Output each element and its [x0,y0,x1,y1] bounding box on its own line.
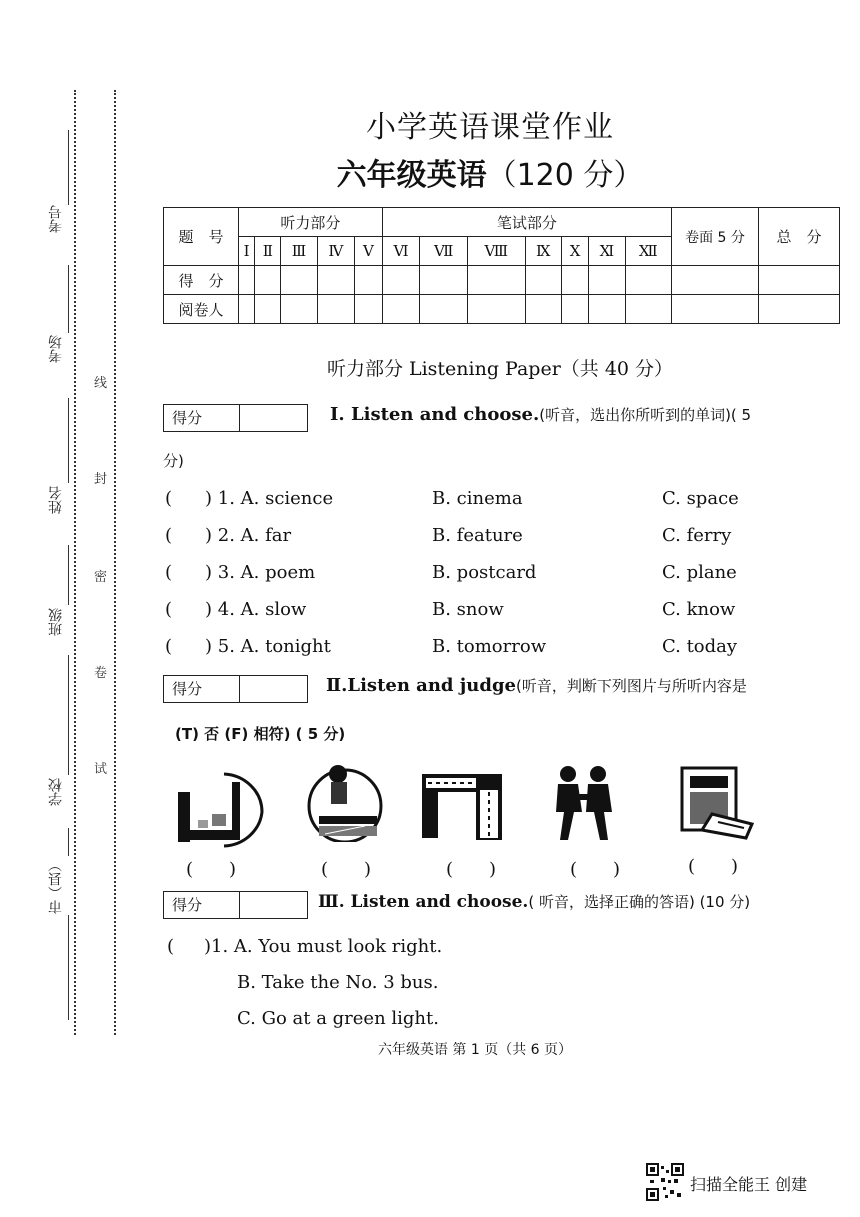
listening-group-header: 听力部分 [239,208,383,237]
grader-cell[interactable] [239,295,255,324]
q2-option-b: B. feature [432,525,523,546]
page-footer: 六年级英语 第 1 页（共 6 页） [377,1042,573,1058]
part3-q1-option-a: )1. A. You must look right. [204,936,443,957]
q3-option-b: B. postcard [432,562,537,583]
score-box-part3[interactable] [163,891,308,919]
score-cell[interactable] [255,266,281,295]
part2-title: Ⅱ.Listen and judge [326,675,517,696]
part3-q1-option-c: C. Go at a green light. [237,1008,439,1029]
q4-option-c: C. know [662,599,736,620]
q1-option-b: B. cinema [432,488,523,509]
q5-option-a: ) 5. A. tonight [205,636,331,657]
page-subtitle [0,150,860,194]
score-table [163,207,840,324]
judge-answer-5[interactable]: ( ) [688,856,739,877]
grader-cell[interactable] [420,295,468,324]
q4-option-a: ) 4. A. slow [205,599,307,620]
col-header: Ⅻ [625,237,671,266]
col-header: Ⅸ [525,237,561,266]
binding-dotted-line-inner [114,90,116,1035]
grader-cell[interactable] [382,295,420,324]
col-header: Ⅺ [589,237,625,266]
school-label: 学校 [48,778,64,806]
q1-option-c: C. space [662,488,739,509]
col-header: Ⅷ [468,237,526,266]
row-label-grader: 阅卷人 [164,295,239,324]
grader-cell[interactable] [625,295,671,324]
score-cell[interactable] [468,266,526,295]
col-header: Ⅲ [281,237,317,266]
city-blank-top [68,828,69,856]
seal-char-exam: 试 [94,762,108,777]
q5-option-c: C. today [662,636,738,657]
judge-answer-1[interactable]: ( ) [186,859,237,880]
score-cell[interactable] [355,266,383,295]
q4-option-b: B. snow [432,599,504,620]
city-label: 市（县） [48,858,64,914]
answer-paren: ( [165,562,173,583]
picture-kid-on-stand [305,760,387,842]
row-label-score: 得 分 [164,266,239,295]
part1-heading [330,404,751,425]
answer-paren: ( [165,599,173,620]
seal-char-secret: 密 [94,570,108,585]
col-header: Ⅹ [561,237,588,266]
score-cell[interactable] [239,266,255,295]
judge-answer-3[interactable]: ( ) [446,859,497,880]
answer-paren: ( [167,936,175,957]
exam-room-blank [68,265,69,333]
score-cell[interactable] [561,266,588,295]
grader-cell[interactable] [255,295,281,324]
score-box-part1[interactable] [163,404,308,432]
name-label: 姓名 [48,486,64,514]
q2-option-c: C. ferry [662,525,732,546]
score-cell[interactable] [589,266,625,295]
grader-cell[interactable] [672,295,759,324]
answer-paren: ( [165,636,173,657]
city-blank [68,915,69,1020]
neatness-header: 卷面 5 分 [672,208,759,266]
seal-char-paper: 卷 [94,666,108,681]
picture-calculator-book [672,764,756,840]
page-title: 小学英语课堂作业 [366,110,614,145]
q3-option-a: ) 3. A. poem [205,562,316,583]
part1-instruction-tail: 分) [163,452,184,470]
exam-number-label: 考号 [48,205,64,233]
grader-cell[interactable] [468,295,526,324]
scanner-watermark: 扫描全能王 创建 [690,1175,808,1194]
name-blank [68,398,69,483]
picture-road-turn [420,770,504,842]
part2-instruction: (听音，判断下列图片与所听内容是 [516,677,747,695]
score-box-label: 得分 [164,405,240,431]
writing-group-header: 笔试部分 [382,208,671,237]
judge-answer-2[interactable]: ( ) [321,859,372,880]
part1-title: Ⅰ. Listen and choose. [330,404,540,425]
score-box-part2[interactable] [163,675,308,703]
score-cell[interactable] [382,266,420,295]
total-header: 总 分 [759,208,840,266]
answer-paren: ( [165,525,173,546]
score-cell[interactable] [672,266,759,295]
judge-answer-4[interactable]: ( ) [570,859,621,880]
q5-option-b: B. tomorrow [432,636,547,657]
col-header: Ⅶ [420,237,468,266]
part3-instruction: ( 听音，选择正确的答语) (10 分) [528,893,751,911]
binding-dotted-line-outer [74,90,76,1035]
grader-cell[interactable] [759,295,840,324]
class-label: 班级 [48,608,64,636]
q2-option-a: ) 2. A. far [205,525,292,546]
row-label-question-number: 题 号 [164,208,239,266]
exam-room-label: 考场 [48,335,64,363]
answer-paren: ( [165,488,173,509]
col-header: Ⅳ [317,237,354,266]
score-cell[interactable] [420,266,468,295]
score-cell[interactable] [317,266,354,295]
part2-heading [326,675,747,696]
score-cell[interactable] [625,266,671,295]
score-box-label: 得分 [164,892,240,918]
grader-cell[interactable] [561,295,588,324]
col-header: Ⅰ [239,237,255,266]
part3-heading [318,891,750,912]
score-cell[interactable] [281,266,317,295]
seal-char-line: 线 [94,376,108,391]
grader-cell[interactable] [589,295,625,324]
grader-cell[interactable] [355,295,383,324]
qr-code-icon [646,1163,684,1201]
part3-q1-option-b: B. Take the No. 3 bus. [237,972,439,993]
q3-option-c: C. plane [662,562,737,583]
col-header: Ⅴ [355,237,383,266]
grader-cell[interactable] [281,295,317,324]
grader-cell[interactable] [525,295,561,324]
score-box-label: 得分 [164,676,240,702]
part1-instruction: (听音，选出你所听到的单词)( 5 [539,406,752,424]
score-cell[interactable] [525,266,561,295]
subtitle-text: 六年级英语 [336,158,487,193]
class-blank [68,545,69,605]
seal-char-seal: 封 [94,472,108,487]
col-header: Ⅱ [255,237,281,266]
grader-cell[interactable] [317,295,354,324]
part3-title: Ⅲ. Listen and choose. [318,892,529,912]
score-cell[interactable] [759,266,840,295]
subtitle-score: （120 分） [486,158,644,193]
school-blank [68,655,69,775]
q1-option-a: ) 1. A. science [205,488,334,509]
picture-street-corner [172,770,264,848]
col-header: Ⅵ [382,237,420,266]
listening-section-title: 听力部分 Listening Paper（共 40 分） [326,358,674,380]
picture-two-kids-walking [544,764,624,844]
part2-instruction-tail: (T) 否 (F) 相符) ( 5 分) [175,725,346,743]
